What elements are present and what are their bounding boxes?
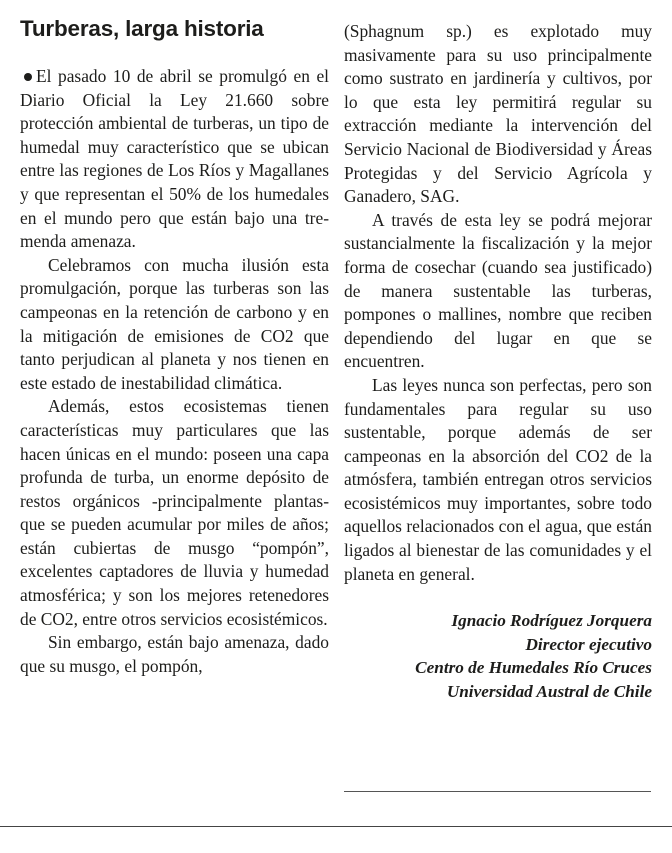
signature-name: Ignacio Rodríguez Jorquera [451,611,652,631]
page-bottom-divider [0,826,672,827]
left-column [20,14,329,678]
paragraph-7: Las leyes nunca son perfectas, pero son fundamentales para regular su uso sustentable, porque además de ser campeonas en la absorción del CO2 de la atmósfera, también entregan otros servicios ecosistémicos muy importantes, sobre todo aquellos relacionados con el agua, que están ligados al bienestar de las comunidades y el planeta en general. [344,374,652,584]
signature-university: Universidad Austral de Chile [446,682,652,702]
signature-block [344,609,652,703]
right-column [344,20,652,704]
paragraph-lead [20,65,329,254]
bullet-dot-icon [24,73,32,81]
paragraph-6: A través de esta ley se podrá mejorar sustancialmente la fiscalización y la mejor forma de cosechar (cuando sea justificado) de manera sustentable las turberas, pompones o mallines, nombre que reciben dependiendo del lugar en que se encuentren. [344,209,652,372]
paragraph-4: Sin embargo, están bajo amenaza, dado que su musgo, el pompón, [20,632,329,676]
signature-role: Director ejecutivo [525,634,652,654]
paragraph-5: (Sphagnum sp.) es explotado muy masivamente para su uso principalmente como sustrato en jardinería y cultivos, por lo que esta ley permitirá regular su extracción mediante la intervención del Servicio Nacional de Biodiversidad y Áreas Protegidas y del Servicio Agrícola y Ganadero, SAG. [344,21,652,207]
paragraph-3: Además, estos ecosistemas tienen características muy particulares que las hacen únicas en el mundo: poseen una capa profunda de turba, un enorme depósito de restos orgánicos -principalmente plantas- que se pueden acumular por miles de años; están cubiertas de musgo “pompón”, excelentes captadores de lluvia y humedad atmosférica; y son los mejores retenedores de CO2, entre otros servicios ecosistémicos. [20,396,329,629]
article-title: Turberas, larga historia [20,16,264,41]
paragraph-lead-text: El pasado 10 de abril se promulgó en el Diario Oficial la Ley 21.660 sobre protección ambiental de turberas, un tipo de humedal muy característico que se ubican entre las regiones de Los Ríos y Magallanes y que representan el 50% de los humedales en el mundo pero que están bajo una tremenda amenaza. [20,66,329,252]
column-end-divider [344,791,651,792]
signature-organization: Centro de Humedales Río Cruces [415,658,652,678]
paragraph-2: Celebramos con mucha ilusión esta promulgación, porque las turberas son las campeonas en la retención de carbono y en la mitigación de emisiones de CO2 que tanto perjudican al planeta y nos tienen en este estado de inestabilidad climática. [20,254,329,393]
